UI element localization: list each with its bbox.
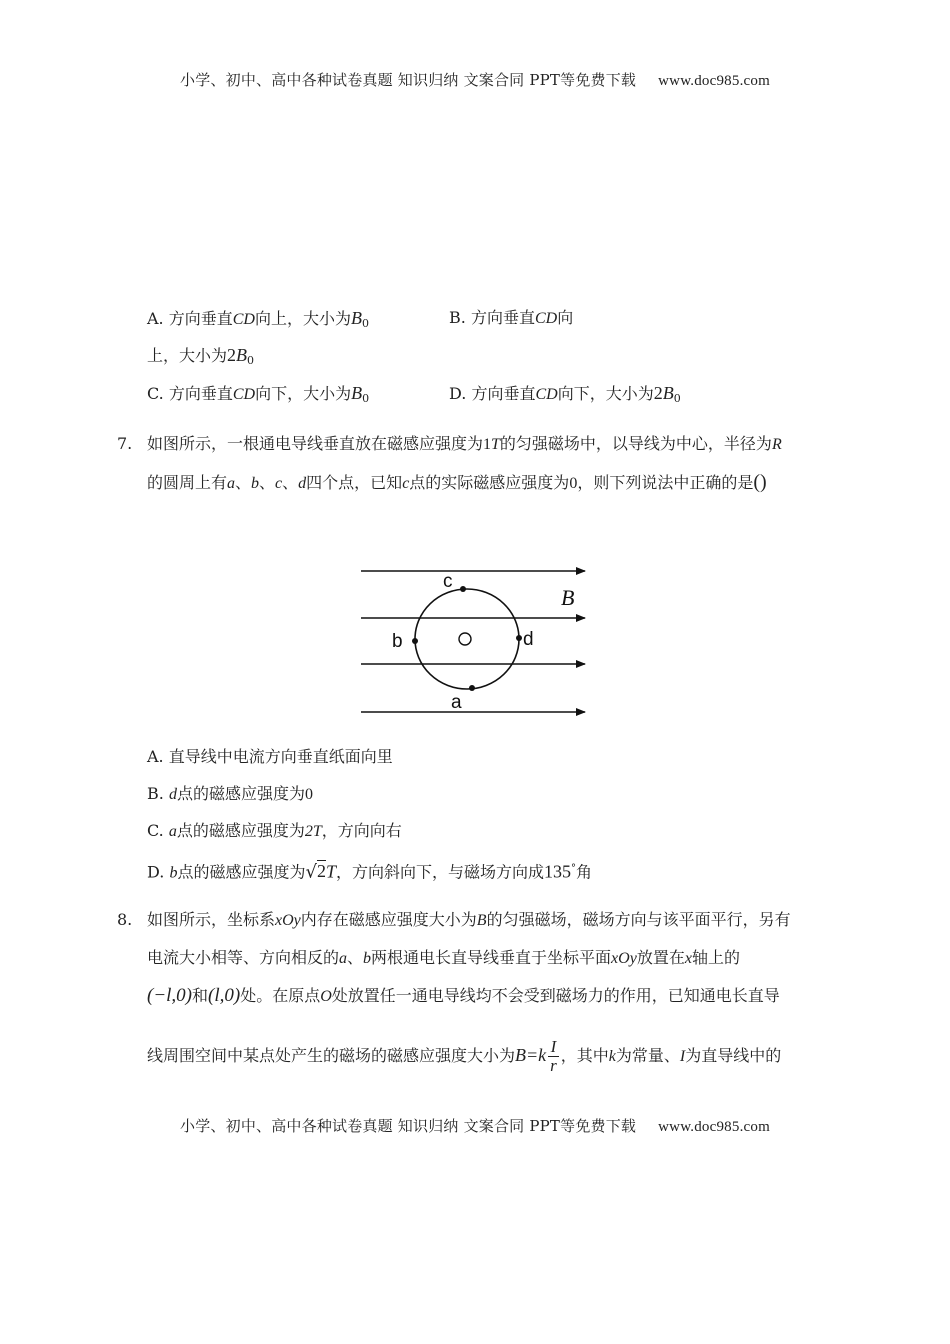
formula-fraction: $\frac{I}{r}$: [550, 1037, 557, 1075]
q7-option-c[interactable]: C. a点的磁感应强度为2T，方向向右: [147, 821, 402, 840]
q6-option-d[interactable]: D. 方向垂直CD向下，大小为$2B_0$: [449, 383, 681, 405]
point-d: [516, 635, 522, 641]
header-url[interactable]: www.doc985.com: [658, 73, 770, 89]
q6-option-a[interactable]: A. 方向垂直CD向上，大小为$B_0$: [147, 308, 369, 330]
sqrt-icon: √: [305, 861, 317, 883]
header-text: 小学、初中、高中各种试卷真题 知识归纳 文案合同 PPT等免费下载: [180, 71, 637, 89]
q8-stem-line4: 线周围空间中某点处产生的磁场的磁感应强度大小为B=k $\frac{I}{r}$ ，其中k为常量、I为直导线中的: [147, 1037, 782, 1075]
label-field-B: B: [561, 585, 575, 610]
footer-url[interactable]: www.doc985.com: [658, 1119, 770, 1135]
point-c: [460, 586, 466, 592]
page-footer: [0, 1115, 950, 1136]
q7-stem-line2: 的圆周上有a、b、c、d四个点，已知c点的实际磁感应强度为0，则下列说法中正确的是(): [147, 471, 767, 493]
answer-paren[interactable]: (): [753, 471, 767, 493]
formula-lhs: B=k: [515, 1045, 547, 1065]
wire-symbol: [459, 633, 471, 645]
page-header: [0, 69, 950, 90]
q7-number: 7.: [117, 434, 133, 453]
q7-stem-line1: 如图所示，一根通电导线垂直放在磁感应强度为1T的匀强磁场中，以导线为中心，半径为R: [147, 434, 782, 453]
q8-stem-line1: 如图所示，坐标系xOy内存在磁感应强度大小为B的匀强磁场，磁场方向与该平面平行，另有: [147, 910, 791, 929]
q6-option-b-wrap: 上，大小为$2B_0$: [147, 345, 255, 367]
point-b: [412, 638, 418, 644]
point-a: [469, 685, 475, 691]
label-c: c: [443, 571, 453, 592]
label-a: a: [451, 692, 462, 713]
q8-stem-line2: 电流大小相等、方向相反的a、b两根通电长直导线垂直于坐标平面xOy放置在x轴上的: [147, 948, 740, 967]
q6-option-b[interactable]: B. 方向垂直CD向: [449, 308, 574, 327]
label-b: b: [392, 631, 403, 652]
q6-option-c[interactable]: C. 方向垂直CD向下，大小为$B_0$: [147, 383, 370, 405]
label-d: d: [523, 629, 534, 650]
footer-text: 小学、初中、高中各种试卷真题 知识归纳 文案合同 PPT等免费下载: [180, 1117, 637, 1135]
q8-stem-line3: (−l,0)和(l,0)处。在原点O处放置任一通电导线均不会受到磁场力的作用，已知通电长直导: [147, 985, 780, 1006]
q7-option-a[interactable]: A. 直导线中电流方向垂直纸面向里: [147, 747, 393, 766]
q7-option-b[interactable]: B. d点的磁感应强度为0: [147, 784, 313, 803]
q8-number: 8.: [117, 910, 133, 929]
q7-option-d[interactable]: D. b点的磁感应强度为√2T，方向斜向下，与磁场方向成135°角: [147, 861, 592, 883]
magnetic-field-figure: [355, 565, 595, 723]
